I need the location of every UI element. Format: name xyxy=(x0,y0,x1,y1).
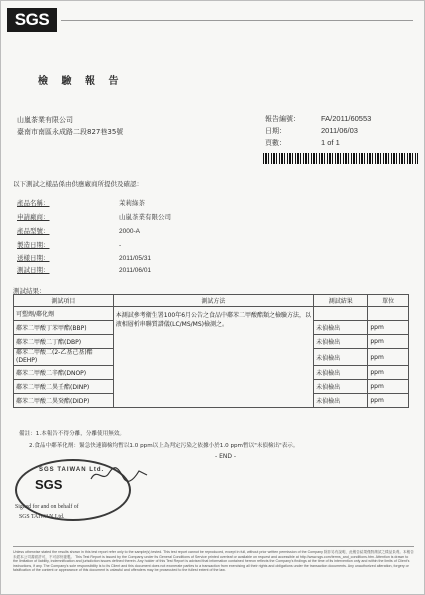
item-cell: 鄰苯二甲酸二異癸酯(DIDP) xyxy=(14,394,114,408)
item-cell: 鄰苯二甲酸丁苯甲酯(BBP) xyxy=(14,321,114,335)
unit-cell: ppm xyxy=(368,380,409,394)
note-line: 2.食品中鄰苯化劑：緊急快速篩檢均暫以1.0 ppm以上為判定污染之依據小於1.0 ppm暫以"未偵檢出"表示。 xyxy=(29,443,299,449)
sample-label: 產品型號： xyxy=(17,227,50,235)
report-title: 檢 驗 報 告 xyxy=(38,76,124,87)
table-subheader-row xyxy=(14,307,409,321)
footer-rule xyxy=(13,546,414,547)
unit-cell: ppm xyxy=(368,366,409,380)
handwritten-signature xyxy=(89,465,149,485)
report-date: 2011/06/03 xyxy=(321,126,358,135)
report-number-label: 報告編號： xyxy=(265,115,300,123)
sample-value: 2011/06/01 xyxy=(119,267,152,274)
report-date-row xyxy=(265,126,358,136)
item-cell: 鄰苯二甲酸二(2-乙基己基)酯(DEHP) xyxy=(14,349,114,366)
sample-info-row xyxy=(17,253,151,262)
sample-label: 送樣日期： xyxy=(17,254,50,262)
customer-address: 臺南市南區永成路二段827巷35號 xyxy=(17,128,124,136)
report-number: FA/2011/60553 xyxy=(321,114,372,123)
result-cell: 未偵檢出 xyxy=(314,394,368,408)
stamp-logo: SGS xyxy=(35,477,63,492)
header-rule xyxy=(61,20,413,21)
sample-info-row xyxy=(17,226,140,235)
results-table xyxy=(13,294,409,408)
barcode xyxy=(263,153,418,164)
end-mark: - END - xyxy=(215,453,237,460)
unit-cell: ppm xyxy=(368,349,409,366)
result-cell: 未偵檢出 xyxy=(314,321,368,335)
sgs-logo: SGS xyxy=(7,8,57,32)
report-page: 1 of 1 xyxy=(321,138,340,147)
column-header-method: 測試方法 xyxy=(113,295,313,307)
item-cell: 鄰苯二甲酸二辛酯(DNOP) xyxy=(14,366,114,380)
column-header-unit: 單位 xyxy=(368,295,409,307)
note-line: 備註：1.本報告不得分離，分離使用無效。 xyxy=(19,431,126,437)
sample-info-row xyxy=(17,240,121,249)
sample-label: 產品名稱： xyxy=(17,199,50,207)
sample-value: - xyxy=(119,242,122,249)
report-page-label: 頁數： xyxy=(265,139,286,147)
unit-cell: ppm xyxy=(368,394,409,408)
table-header-row xyxy=(14,295,409,307)
result-cell: 未偵檢出 xyxy=(314,335,368,349)
sample-label: 測試日期： xyxy=(17,266,50,274)
empty-cell xyxy=(314,307,368,321)
intro-text: 以下測試之樣品係由供應廠商所提供及確認： xyxy=(13,180,143,188)
report-date-label: 日期： xyxy=(265,127,286,135)
item-cell: 鄰苯二甲酸二異壬酯(DINP) xyxy=(14,380,114,394)
subheader-cell: 可塑劑/鄰化劑 xyxy=(14,307,114,321)
sample-value: 山嵐茶業有限公司 xyxy=(119,214,171,221)
unit-cell: ppm xyxy=(368,321,409,335)
empty-cell xyxy=(368,307,409,321)
stamp-text: SGS TAIWAN Ltd. xyxy=(39,467,105,473)
result-cell: 未偵檢出 xyxy=(314,349,368,366)
item-cell: 鄰苯二甲酸二丁酯(DBP) xyxy=(14,335,114,349)
sample-label: 製造日期： xyxy=(17,241,50,249)
result-cell: 未偵檢出 xyxy=(314,380,368,394)
column-header-item: 測試項目 xyxy=(14,295,114,307)
signed-for-line: Signed for and on behalf of xyxy=(15,504,79,510)
sample-value: 茉莉綠茶 xyxy=(119,200,145,207)
signatory-company: SGS TAIWAN Ltd. xyxy=(19,514,65,520)
fine-print: Unless otherwise stated the results shown in this test report refer only to the sample(s) tested. This test report cannot be reproduced, except in full, without prior written permission of the Company 除非另有說明，此報告結果僅對測試之樣品負責。本報告未經本公司書面許可，不可部份複製。 This Test Report is issued by the Company under its General Conditions of Service printed overleaf or available on request and accessible at http://www.sgs.com/terms_and_conditions.htm. Attention is drawn to the limitation of liability, indemnification and jurisdiction issues defined therein. Any holder of this Test Report is advised that information contained hereon reflects the Company's findings at the time of its intervention only and within the limits of Client's instructions, if any. The Company's sole responsibility is to its Client and this document does not exonerate parties to a transaction from exercising all their rights and obligations under the transaction documents. Any unauthorized alteration, forgery or falsification of the content or appearance of this document is unlawful and offenders may be prosecuted to the fullest extent of the law. xyxy=(13,550,414,573)
sample-value: 2011/05/31 xyxy=(119,255,152,262)
report-page-row xyxy=(265,138,340,148)
result-cell: 未偵檢出 xyxy=(314,366,368,380)
sample-value: 2000-A xyxy=(119,228,140,235)
customer-name: 山嵐茶業有限公司 xyxy=(17,116,73,124)
sample-info-row xyxy=(17,265,151,274)
unit-cell: ppm xyxy=(368,335,409,349)
sample-info-row xyxy=(17,198,145,207)
sample-label: 申請廠商： xyxy=(17,213,50,221)
report-number-row xyxy=(265,114,371,124)
method-cell: 本測試參考衛生署100年6月公告之食品中鄰苯二甲酸酯類之檢驗方法，以液相層析串聯質譜儀(LC/MS/MS)檢測之。 xyxy=(113,307,313,408)
sample-info-row xyxy=(17,212,171,221)
results-heading: 測試結果： xyxy=(13,287,46,295)
column-header-result: 測試結果 xyxy=(314,295,368,307)
